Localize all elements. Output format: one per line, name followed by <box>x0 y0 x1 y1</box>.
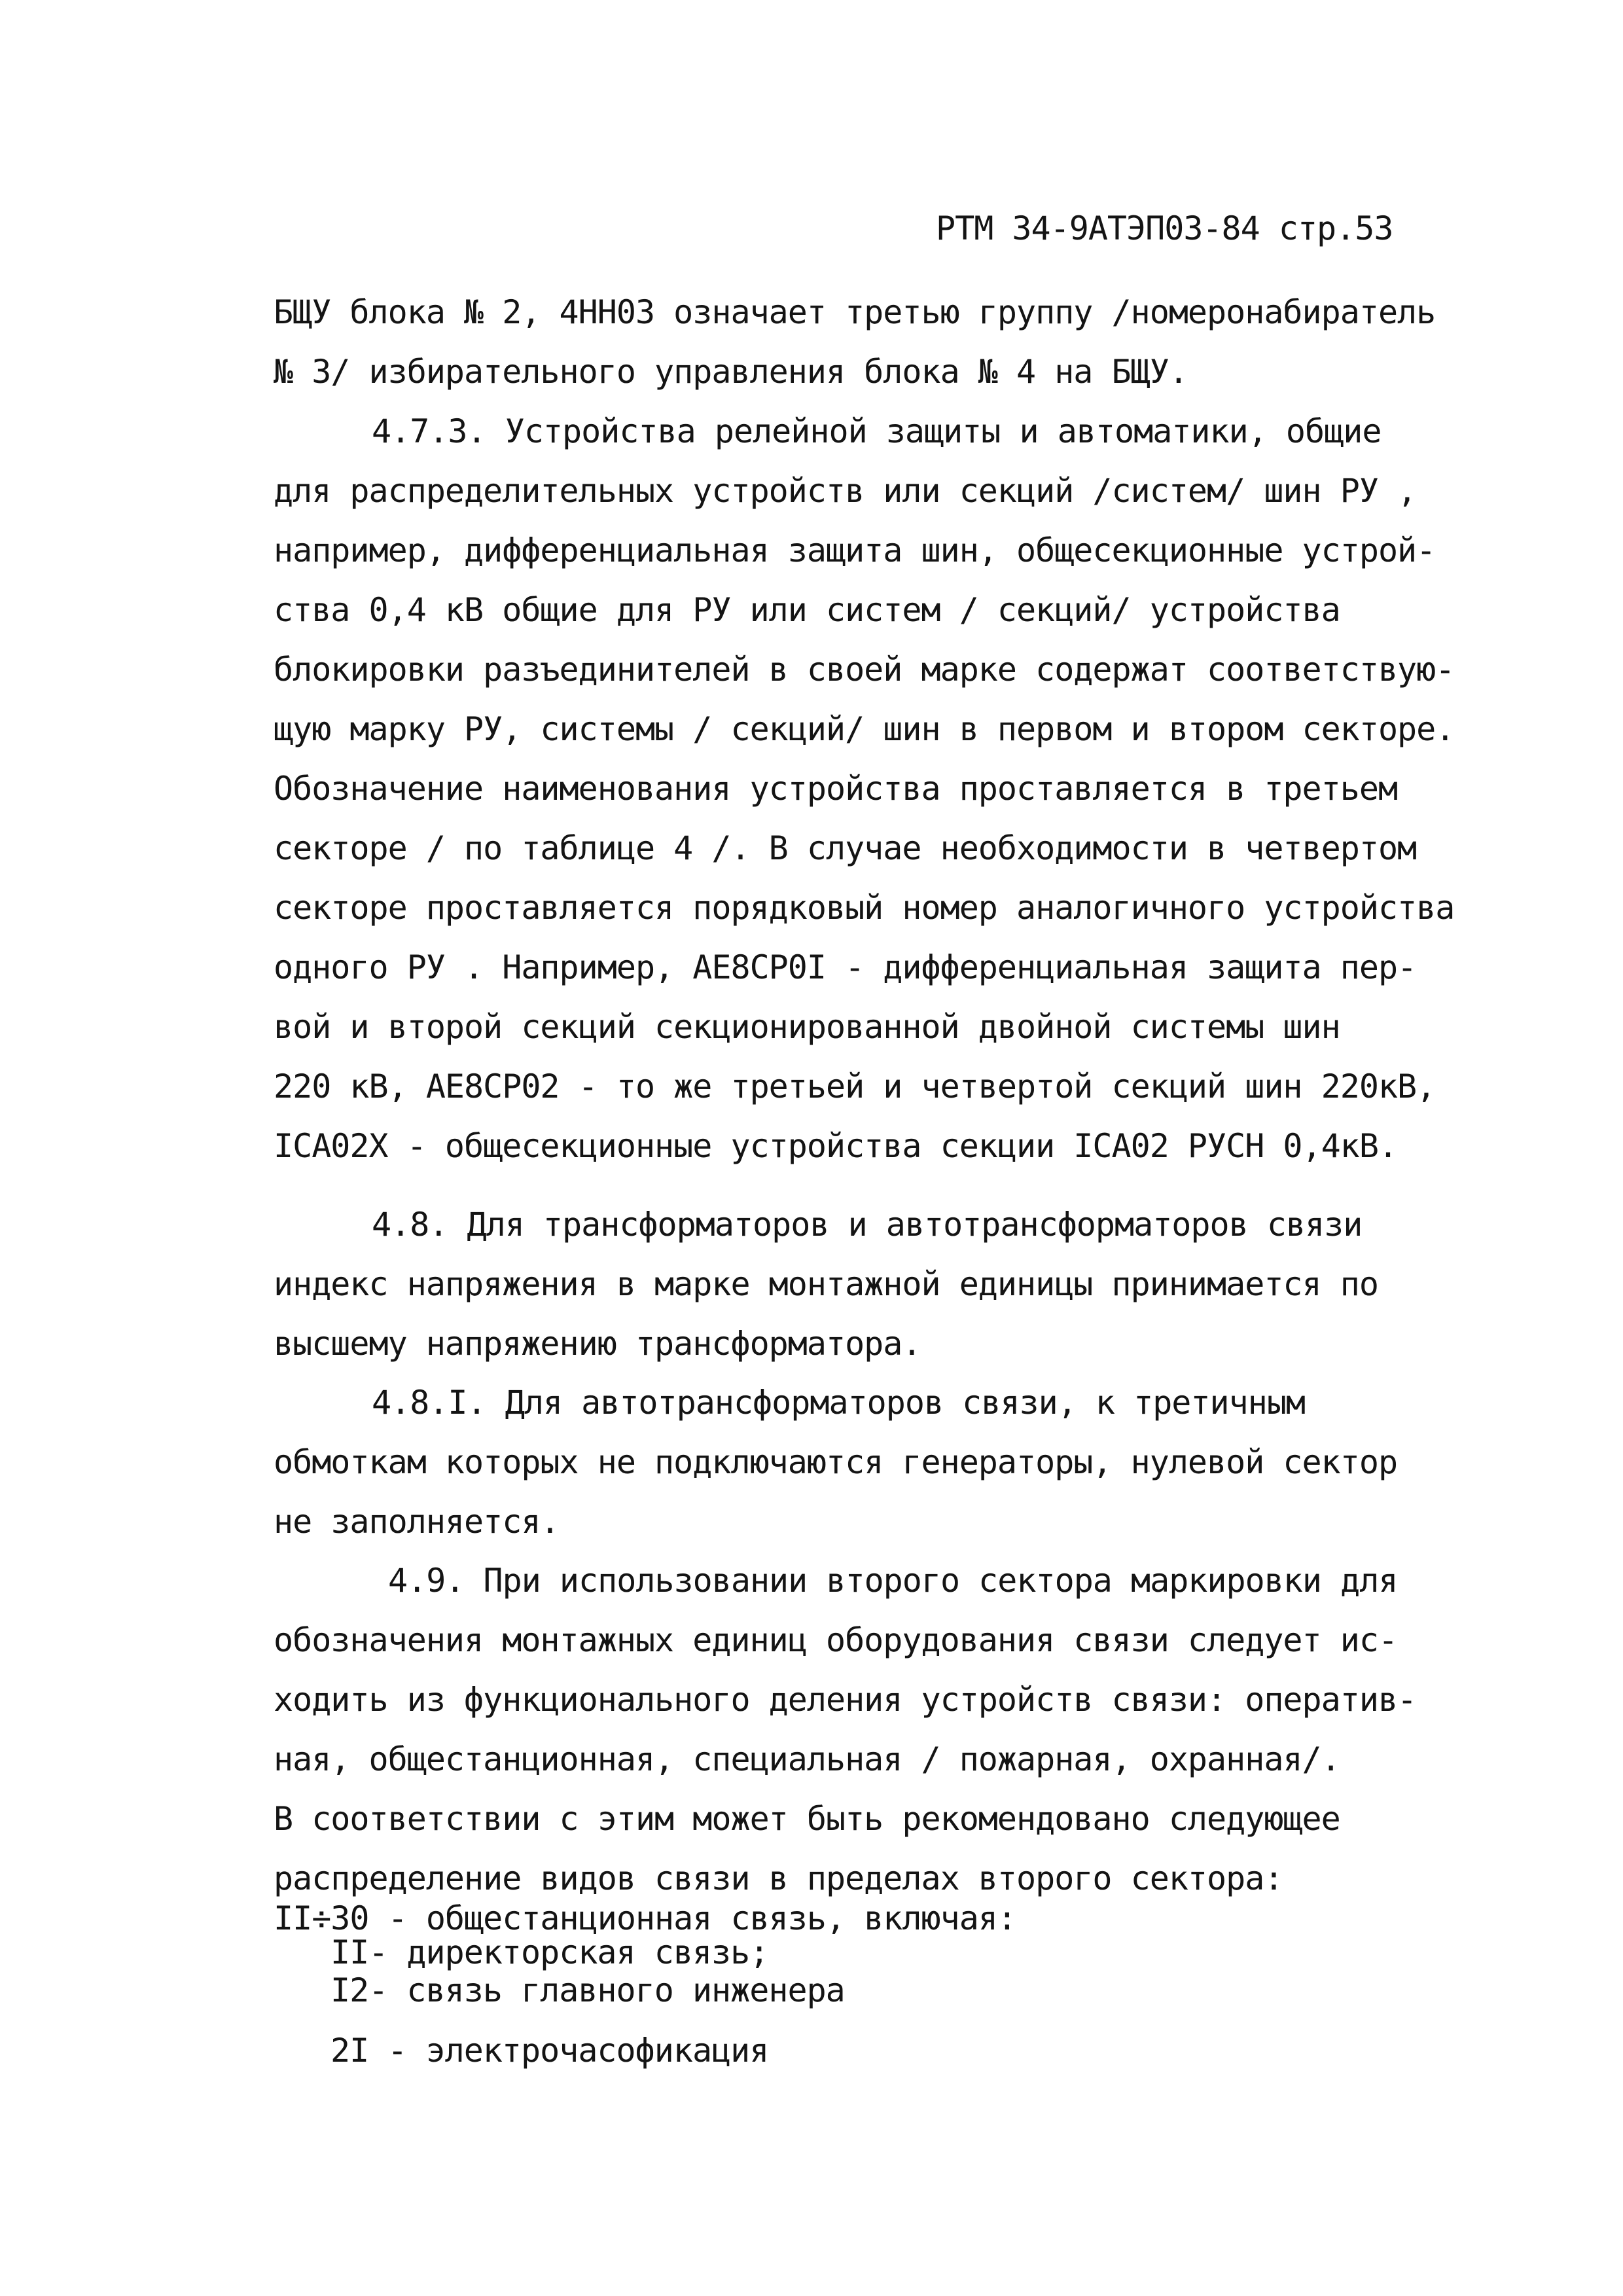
text-line: вой и второй секций секционированной двойной системы шин <box>274 1008 1340 1046</box>
text-line: обозначения монтажных единиц оборудования связи следует ис- <box>274 1621 1398 1659</box>
paragraph-1 <box>274 283 1438 402</box>
list-item: II- директорская связь; <box>330 1933 769 1971</box>
text-line: индекс напряжения в марке монтажной единицы принимается по <box>274 1265 1378 1303</box>
text-line: одного РУ . Например, АЕ8СР0I - дифференциальная защита пер- <box>274 948 1417 986</box>
text-line: 4.9. При использовании второго сектора маркировки для <box>388 1562 1398 1600</box>
text-line: для распределительных устройств или секций /систем/ шин РУ , <box>274 472 1417 510</box>
list-heading: II÷30 - общестанционная связь, включая: <box>274 1899 1016 1937</box>
text-line: 4.7.3. Устройства релейной защиты и автоматики, общие <box>372 412 1382 450</box>
paragraph-4-9 <box>274 1551 1438 1909</box>
text-line: распределение видов связи в пределах второго сектора: <box>274 1859 1283 1897</box>
text-line: В соответствии с этим может быть рекомендовано следующее <box>274 1800 1340 1838</box>
paragraph-4-8-1 <box>274 1373 1438 1552</box>
text-line: не заполняется. <box>274 1503 560 1541</box>
text-line: секторе / по таблице 4 /. В случае необходимости в четвертом <box>274 829 1417 867</box>
paragraph-4-8 <box>274 1195 1438 1374</box>
text-line: IСА02Х - общесекционные устройства секции IСА02 РУСН 0,4кВ. <box>274 1127 1398 1165</box>
text-line: ходить из функционального деления устройств связи: оператив- <box>274 1681 1417 1719</box>
text-line: ная, общестанционная, специальная / пожарная, охранная/. <box>274 1740 1340 1778</box>
text-line: 220 кВ, АЕ8СР02 - то же третьей и четвертой секций шин 220кВ, <box>274 1067 1436 1105</box>
text-line: обмоткам которых не подключаются генераторы, нулевой сектор <box>274 1443 1398 1481</box>
text-line: БЩУ блока № 2, 4НН03 означает третью группу /номеронабиратель <box>274 293 1436 331</box>
text-line: 4.8. Для трансформаторов и автотрансформаторов связи <box>372 1206 1363 1244</box>
text-line: например, дифференциальная защита шин, общесекционные устрой- <box>274 531 1436 569</box>
page-header: РТМ 34-9АТЭП03-84 стр.53 <box>936 209 1393 247</box>
text-line: Обозначение наименования устройства проставляется в третьем <box>274 770 1398 808</box>
list-item: I2- связь главного инженера <box>330 1971 845 2009</box>
text-line: № 3/ избирательного управления блока № 4 на БЩУ. <box>274 353 1188 391</box>
text-line: щую марку РУ, системы / секций/ шин в первом и втором секторе. <box>274 710 1455 748</box>
text-line: секторе проставляется порядковый номер аналогичного устройства <box>274 889 1455 927</box>
list-item: 2I - электрочасофикация <box>330 2032 769 2070</box>
paragraph-4-7-3 <box>274 402 1455 1176</box>
text-line: высшему напряжению трансформатора. <box>274 1325 921 1363</box>
text-line: ства 0,4 кВ общие для РУ или систем / секций/ устройства <box>274 591 1340 629</box>
text-line: 4.8.I. Для автотрансформаторов связи, к третичным <box>372 1384 1306 1422</box>
text-line: блокировки разъединителей в своей марке содержат соответствую- <box>274 651 1455 689</box>
